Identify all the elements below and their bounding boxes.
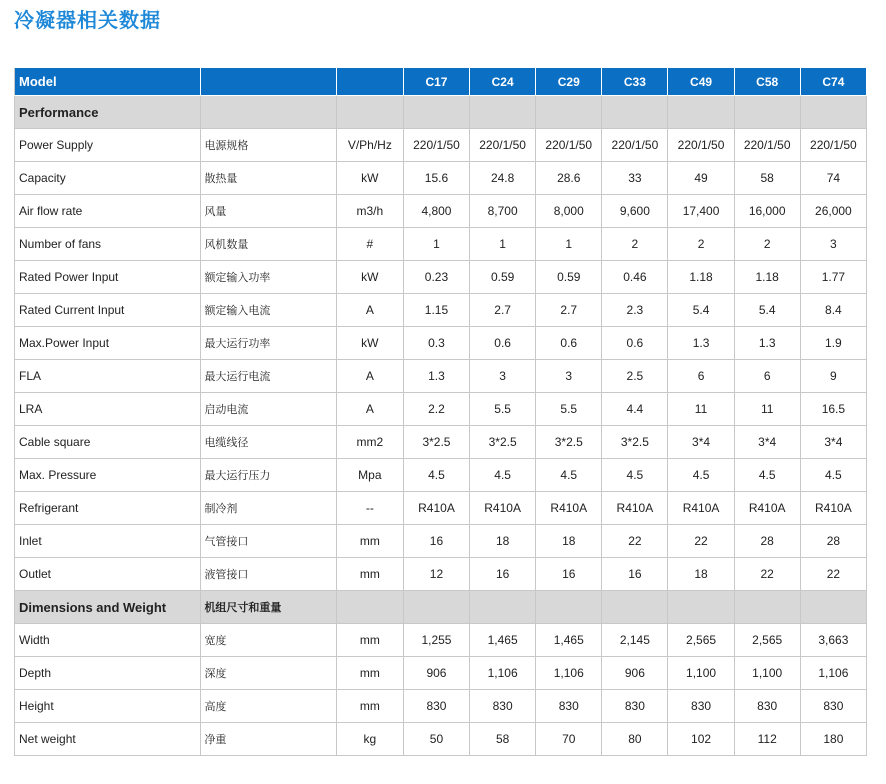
row-value: 22: [800, 558, 866, 591]
row-unit: A: [336, 360, 403, 393]
row-value: 1: [403, 228, 469, 261]
section-empty-cell: [734, 591, 800, 624]
row-value: 2.2: [403, 393, 469, 426]
row-value: 11: [668, 393, 734, 426]
row-value: 0.46: [602, 261, 668, 294]
row-value: 830: [536, 690, 602, 723]
row-value: 1,465: [470, 624, 536, 657]
table-row: [15, 393, 867, 426]
row-unit: kW: [336, 327, 403, 360]
row-value: 1.3: [734, 327, 800, 360]
model-header-c74: C74: [800, 68, 866, 96]
section-empty-cell: [336, 96, 403, 129]
row-value: 3*4: [800, 426, 866, 459]
table-row: [15, 129, 867, 162]
row-value: 3: [536, 360, 602, 393]
row-value: 1,100: [734, 657, 800, 690]
table-row: [15, 624, 867, 657]
row-label-en: Max.Power Input: [15, 327, 201, 360]
row-value: R410A: [734, 492, 800, 525]
unit-header-cell: [336, 68, 403, 96]
row-value: 0.3: [403, 327, 469, 360]
row-value: 1.9: [800, 327, 866, 360]
row-value: 74: [800, 162, 866, 195]
row-value: 9: [800, 360, 866, 393]
row-value: 28.6: [536, 162, 602, 195]
row-value: 3*2.5: [602, 426, 668, 459]
row-label-cn: 液管接口: [201, 558, 336, 591]
row-value: 4.5: [800, 459, 866, 492]
section-empty-cell: [536, 96, 602, 129]
row-value: 0.23: [403, 261, 469, 294]
row-label-cn: 宽度: [201, 624, 336, 657]
row-label-en: Refrigerant: [15, 492, 201, 525]
row-value: 2: [668, 228, 734, 261]
row-value: 220/1/50: [800, 129, 866, 162]
row-value: 1,106: [470, 657, 536, 690]
row-value: 1.3: [403, 360, 469, 393]
row-value: 830: [734, 690, 800, 723]
model-header-c58: C58: [734, 68, 800, 96]
row-value: 4.5: [602, 459, 668, 492]
row-label-en: Max. Pressure: [15, 459, 201, 492]
table-row: [15, 723, 867, 756]
row-label-cn: 电源规格: [201, 129, 336, 162]
row-unit: mm: [336, 558, 403, 591]
row-label-en: Capacity: [15, 162, 201, 195]
row-value: 1: [536, 228, 602, 261]
row-unit: mm: [336, 525, 403, 558]
table-row: [15, 459, 867, 492]
row-value: 180: [800, 723, 866, 756]
section-empty-cell: [668, 96, 734, 129]
row-value: 830: [668, 690, 734, 723]
row-value: 4.5: [734, 459, 800, 492]
row-value: 0.6: [470, 327, 536, 360]
row-value: 22: [602, 525, 668, 558]
row-unit: kW: [336, 162, 403, 195]
table-row: [15, 327, 867, 360]
table-row: [15, 492, 867, 525]
row-value: 3*2.5: [403, 426, 469, 459]
table-row: [15, 657, 867, 690]
table-row: [15, 195, 867, 228]
table-header-row: [15, 68, 867, 96]
row-value: 2.5: [602, 360, 668, 393]
row-value: 1.18: [734, 261, 800, 294]
row-value: 2.7: [536, 294, 602, 327]
row-label-en: Rated Current Input: [15, 294, 201, 327]
row-value: R410A: [668, 492, 734, 525]
row-value: 1.15: [403, 294, 469, 327]
table-row: [15, 261, 867, 294]
row-value: 1,106: [800, 657, 866, 690]
model-header-c24: C24: [470, 68, 536, 96]
row-label-cn: 最大运行压力: [201, 459, 336, 492]
row-value: 16,000: [734, 195, 800, 228]
row-value: 1: [470, 228, 536, 261]
table-row: [15, 558, 867, 591]
row-label-cn: 风机数量: [201, 228, 336, 261]
row-value: 24.8: [470, 162, 536, 195]
row-value: 1.18: [668, 261, 734, 294]
row-value: 830: [602, 690, 668, 723]
row-label-cn: 最大运行功率: [201, 327, 336, 360]
row-value: 2: [734, 228, 800, 261]
row-value: 3: [800, 228, 866, 261]
model-header-c33: C33: [602, 68, 668, 96]
section-empty-cell: [403, 96, 469, 129]
row-value: 830: [470, 690, 536, 723]
row-value: 6: [734, 360, 800, 393]
row-value: 3: [470, 360, 536, 393]
section-empty-cell: [470, 591, 536, 624]
row-value: 220/1/50: [536, 129, 602, 162]
row-value: 220/1/50: [668, 129, 734, 162]
section-empty-cell: [800, 96, 866, 129]
row-value: 70: [536, 723, 602, 756]
section-empty-cell: [602, 96, 668, 129]
row-value: 0.59: [536, 261, 602, 294]
section-header-row: [15, 96, 867, 129]
row-value: 58: [470, 723, 536, 756]
table-row: [15, 360, 867, 393]
section-empty-cell: [734, 96, 800, 129]
row-label-en: Rated Power Input: [15, 261, 201, 294]
row-value: 15.6: [403, 162, 469, 195]
row-value: 18: [536, 525, 602, 558]
row-unit: mm: [336, 624, 403, 657]
row-value: 1.3: [668, 327, 734, 360]
table-row: [15, 690, 867, 723]
row-value: 1,465: [536, 624, 602, 657]
row-value: 8,700: [470, 195, 536, 228]
section-empty-cell: [602, 591, 668, 624]
section-title-cn: [201, 96, 336, 129]
row-value: 1,255: [403, 624, 469, 657]
row-label-en: Outlet: [15, 558, 201, 591]
page-title: 冷凝器相关数据: [14, 8, 161, 32]
row-unit: A: [336, 393, 403, 426]
row-unit: A: [336, 294, 403, 327]
row-label-cn: 高度: [201, 690, 336, 723]
row-value: 22: [734, 558, 800, 591]
section-empty-cell: [403, 591, 469, 624]
row-unit: kg: [336, 723, 403, 756]
row-value: 5.5: [536, 393, 602, 426]
row-value: 50: [403, 723, 469, 756]
section-empty-cell: [336, 591, 403, 624]
row-label-cn: 额定输入电流: [201, 294, 336, 327]
row-value: 2.7: [470, 294, 536, 327]
row-value: 5.4: [668, 294, 734, 327]
row-label-en: Inlet: [15, 525, 201, 558]
section-title-cn: 机组尺寸和重量: [201, 591, 336, 624]
row-value: 49: [668, 162, 734, 195]
row-value: 2.3: [602, 294, 668, 327]
row-value: 33: [602, 162, 668, 195]
row-label-cn: 电缆线径: [201, 426, 336, 459]
row-value: 1,100: [668, 657, 734, 690]
row-value: 18: [668, 558, 734, 591]
row-value: 4.4: [602, 393, 668, 426]
row-label-cn: 制冷剂: [201, 492, 336, 525]
row-value: 58: [734, 162, 800, 195]
row-value: 102: [668, 723, 734, 756]
spec-table: [14, 68, 867, 756]
row-value: 0.6: [602, 327, 668, 360]
row-value: 220/1/50: [470, 129, 536, 162]
row-value: R410A: [403, 492, 469, 525]
row-value: R410A: [536, 492, 602, 525]
row-value: 2,145: [602, 624, 668, 657]
row-label-cn: 启动电流: [201, 393, 336, 426]
section-header-row: [15, 591, 867, 624]
row-label-en: Power Supply: [15, 129, 201, 162]
row-value: 220/1/50: [403, 129, 469, 162]
section-title: Dimensions and Weight: [15, 591, 201, 624]
row-label-cn: 最大运行电流: [201, 360, 336, 393]
row-value: 4.5: [403, 459, 469, 492]
row-value: 28: [800, 525, 866, 558]
table-row: [15, 525, 867, 558]
row-value: 906: [403, 657, 469, 690]
section-empty-cell: [536, 591, 602, 624]
row-unit: #: [336, 228, 403, 261]
row-value: 2: [602, 228, 668, 261]
row-value: 16: [536, 558, 602, 591]
row-label-en: LRA: [15, 393, 201, 426]
section-title: Performance: [15, 96, 201, 129]
row-value: R410A: [800, 492, 866, 525]
row-value: 3*4: [734, 426, 800, 459]
section-empty-cell: [668, 591, 734, 624]
row-value: 26,000: [800, 195, 866, 228]
row-value: 16: [470, 558, 536, 591]
row-label-cn: 额定输入功率: [201, 261, 336, 294]
row-label-en: Air flow rate: [15, 195, 201, 228]
row-unit: Mpa: [336, 459, 403, 492]
row-value: 5.5: [470, 393, 536, 426]
row-value: 112: [734, 723, 800, 756]
row-value: 4,800: [403, 195, 469, 228]
row-value: 1,106: [536, 657, 602, 690]
table-row: [15, 162, 867, 195]
row-value: 6: [668, 360, 734, 393]
row-label-cn: 风量: [201, 195, 336, 228]
row-unit: mm: [336, 690, 403, 723]
row-label-en: Depth: [15, 657, 201, 690]
row-value: 5.4: [734, 294, 800, 327]
row-label-en: Cable square: [15, 426, 201, 459]
row-value: 8.4: [800, 294, 866, 327]
model-header-c17: C17: [403, 68, 469, 96]
table-row: [15, 426, 867, 459]
model-header-c29: C29: [536, 68, 602, 96]
row-label-cn: 气管接口: [201, 525, 336, 558]
row-value: 28: [734, 525, 800, 558]
row-unit: --: [336, 492, 403, 525]
row-value: 11: [734, 393, 800, 426]
section-empty-cell: [800, 591, 866, 624]
row-value: 2,565: [734, 624, 800, 657]
row-value: 4.5: [668, 459, 734, 492]
row-value: 3,663: [800, 624, 866, 657]
table-row: [15, 228, 867, 261]
row-value: 220/1/50: [602, 129, 668, 162]
row-label-cn: 深度: [201, 657, 336, 690]
row-label-cn: 散热量: [201, 162, 336, 195]
row-value: 4.5: [470, 459, 536, 492]
row-label-en: Net weight: [15, 723, 201, 756]
cn-header-cell: [201, 68, 336, 96]
row-value: 4.5: [536, 459, 602, 492]
row-value: 220/1/50: [734, 129, 800, 162]
row-value: 9,600: [602, 195, 668, 228]
row-label-en: Width: [15, 624, 201, 657]
row-unit: m3/h: [336, 195, 403, 228]
row-value: 16: [403, 525, 469, 558]
row-value: 80: [602, 723, 668, 756]
section-empty-cell: [470, 96, 536, 129]
model-header-label: Model: [15, 68, 201, 96]
row-value: 1.77: [800, 261, 866, 294]
row-value: R410A: [470, 492, 536, 525]
model-header-c49: C49: [668, 68, 734, 96]
row-value: 8,000: [536, 195, 602, 228]
row-label-en: Number of fans: [15, 228, 201, 261]
row-value: 17,400: [668, 195, 734, 228]
row-value: 22: [668, 525, 734, 558]
row-value: 3*2.5: [470, 426, 536, 459]
row-value: 16: [602, 558, 668, 591]
table-row: [15, 294, 867, 327]
row-label-cn: 净重: [201, 723, 336, 756]
row-value: 830: [800, 690, 866, 723]
row-value: 3*4: [668, 426, 734, 459]
row-value: 0.59: [470, 261, 536, 294]
row-unit: V/Ph/Hz: [336, 129, 403, 162]
row-value: 906: [602, 657, 668, 690]
row-label-en: FLA: [15, 360, 201, 393]
row-value: 2,565: [668, 624, 734, 657]
row-unit: mm2: [336, 426, 403, 459]
row-label-en: Height: [15, 690, 201, 723]
row-unit: mm: [336, 657, 403, 690]
row-value: 0.6: [536, 327, 602, 360]
row-value: 12: [403, 558, 469, 591]
row-value: R410A: [602, 492, 668, 525]
row-value: 16.5: [800, 393, 866, 426]
row-unit: kW: [336, 261, 403, 294]
row-value: 3*2.5: [536, 426, 602, 459]
row-value: 18: [470, 525, 536, 558]
row-value: 830: [403, 690, 469, 723]
